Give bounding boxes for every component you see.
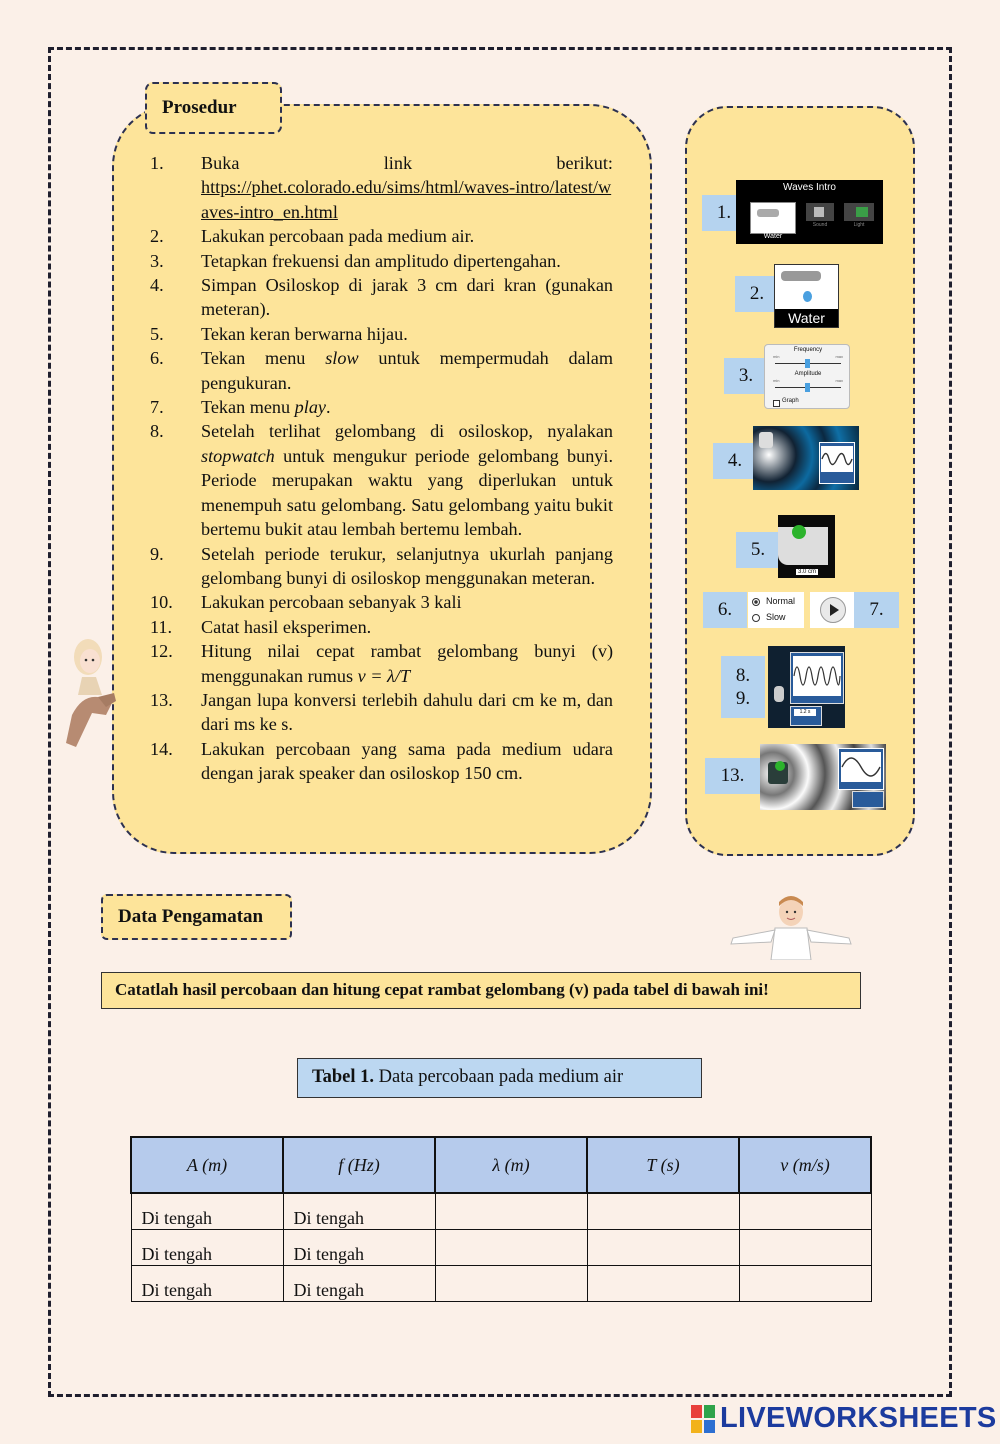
girl-illustration: [62, 635, 118, 750]
faucet-icon: [781, 271, 821, 281]
normal-radio[interactable]: [752, 598, 760, 606]
step-14: 14. Lakukan percobaan yang sama pada medium udara dengan jarak speaker dan osiloskop 150 cm.: [150, 738, 613, 784]
label-4: 4.: [713, 443, 757, 479]
cell-period-input[interactable]: [587, 1193, 739, 1230]
water-tile[interactable]: [750, 202, 796, 234]
water-tile-label: Water: [763, 233, 783, 240]
table-row: [131, 1266, 871, 1302]
frequency-label: Frequency: [793, 347, 823, 353]
cell-velocity-input[interactable]: [739, 1266, 871, 1302]
phet-link[interactable]: https://phet.colorado.edu/sims/html/waves-intro/latest/waves-intro_en.html: [201, 177, 612, 222]
speed-selector: [748, 592, 804, 628]
step-5: 5. Tekan keran berwarna hijau.: [150, 323, 408, 344]
step-7: 7. Tekan menu play.: [150, 397, 331, 418]
header-amplitude: A (m): [131, 1137, 283, 1193]
step-8: 8. Setelah terlihat gelombang di osiloskop, nyalakan stopwatch untuk mengukur periode gelombang bunyi. Periode merupakan waktu yang diperlukan untuk menempuh satu gelombang. Satu gelombang yaitu bukit bertemu bukit atau lembah bertemu lembah.: [150, 421, 613, 540]
cell-wavelength-input[interactable]: [435, 1230, 587, 1266]
cell-period-input[interactable]: [587, 1230, 739, 1266]
step-11: 11. Catat hasil eksperimen.: [150, 616, 372, 637]
graph-label: Graph: [782, 398, 799, 404]
stopwatch-readout: 1.2 s: [794, 709, 816, 716]
waves-intro-title: Waves Intro: [783, 182, 836, 193]
step-10: 10. Lakukan percobaan sebanyak 3 kali: [150, 592, 462, 613]
amplitude-min-label: min: [773, 378, 780, 383]
label-1: 1.: [702, 195, 746, 231]
sound-tile-label: Sound: [812, 222, 828, 228]
stopwatch-box[interactable]: [852, 791, 884, 808]
amplitude-label: Amplitude: [794, 371, 822, 377]
liveworksheets-logo-icon: [691, 1404, 717, 1436]
faucet-icon: [757, 209, 779, 217]
header-wavelength: λ (m): [435, 1137, 587, 1193]
frequency-amplitude-panel: [764, 344, 850, 409]
table-row: [131, 1193, 871, 1230]
light-tile-label: Light: [853, 222, 865, 228]
header-velocity: v (m/s): [739, 1137, 871, 1193]
liveworksheets-brand[interactable]: LIVEWORKSHEETS: [720, 1402, 997, 1434]
frequency-min-label: min: [773, 354, 780, 359]
wave-trace-icon: [841, 752, 881, 782]
stopwatch-box[interactable]: [790, 706, 822, 726]
label-8-9: [721, 656, 765, 718]
distance-readout: 3.0 cm: [798, 569, 817, 575]
oscilloscope-box: [838, 748, 884, 790]
table-header-row: [131, 1137, 871, 1193]
cell-frequency: Di tengah: [283, 1266, 435, 1302]
cell-period-input[interactable]: [587, 1266, 739, 1302]
amplitude-thumb[interactable]: [805, 383, 810, 392]
water-waves-screen: [753, 426, 859, 490]
label-13: 13.: [705, 758, 760, 794]
faucet-distance-screen: [778, 515, 835, 578]
label-6: 6.: [703, 592, 747, 628]
step-1: 1. Buka link berikut: https://phet.colorado.edu/sims/html/waves-intro/latest/waves-intro_en.html: [150, 151, 613, 224]
faucet-icon: [759, 432, 773, 448]
header-frequency: f (Hz): [283, 1137, 435, 1193]
cell-frequency: Di tengah: [283, 1193, 435, 1230]
label-3: 3.: [724, 358, 768, 394]
frequency-thumb[interactable]: [805, 359, 810, 368]
step-2: 2. Lakukan percobaan pada medium air.: [150, 226, 475, 247]
table-row: [131, 1230, 871, 1266]
normal-label: Normal: [766, 596, 796, 606]
cell-wavelength-input[interactable]: [435, 1266, 587, 1302]
step-12: 12. Hitung nilai cepat rambat gelombang bunyi (v) menggunakan rumus v = λ/T: [150, 641, 613, 686]
procedure-steps: [150, 151, 613, 786]
light-tile[interactable]: [844, 203, 874, 221]
cell-frequency: Di tengah: [283, 1230, 435, 1266]
graph-checkbox[interactable]: [773, 400, 780, 407]
cell-velocity-input[interactable]: [739, 1193, 871, 1230]
green-speaker-button[interactable]: [775, 761, 785, 771]
label-9: 9.: [735, 688, 751, 709]
slow-radio[interactable]: [752, 614, 760, 622]
oscilloscope-box: [790, 652, 844, 704]
speaker-icon: [814, 207, 824, 217]
slow-label: Slow: [766, 612, 786, 622]
water-screen: [774, 264, 839, 328]
wave-trace-icon: [821, 446, 853, 472]
oscilloscope-box: [819, 442, 855, 484]
header-period: T (s): [587, 1137, 739, 1193]
cell-amplitude: Di tengah: [131, 1266, 283, 1302]
label-5: 5.: [736, 532, 780, 568]
drop-icon: [803, 291, 812, 302]
step-3: 3. Tetapkan frekuensi dan amplitudo dipertengahan.: [150, 250, 561, 271]
table-caption: Tabel 1. Data percobaan pada medium air: [297, 1058, 702, 1098]
measurement-screen: [768, 646, 845, 728]
step-13: 13. Jangan lupa konversi terlebih dahulu dari cm ke m, dan dari ms ke s.: [150, 689, 613, 735]
play-icon: [830, 604, 839, 616]
water-label: Water: [775, 309, 838, 327]
data-section-title: Data Pengamatan: [101, 894, 292, 940]
green-faucet-button[interactable]: [792, 525, 806, 539]
amplitude-max-label: max: [835, 378, 843, 383]
laser-icon: [856, 207, 868, 217]
air-waves-screen: [760, 744, 886, 810]
step-4: 4. Simpan Osiloskop di jarak 3 cm dari kran (gunakan meteran).: [150, 275, 613, 320]
sound-tile[interactable]: [806, 203, 834, 221]
data-table: [130, 1136, 872, 1302]
cell-velocity-input[interactable]: [739, 1230, 871, 1266]
play-panel: [810, 592, 854, 628]
wave-trace-icon: [793, 656, 841, 696]
procedure-title: Prosedur: [145, 82, 282, 134]
instruction-banner: Catatlah hasil percobaan dan hitung cepat rambat gelombang (v) pada tabel di bawah ini!: [101, 972, 861, 1009]
label-8: 8.: [735, 665, 751, 686]
label-7: 7.: [854, 592, 899, 628]
probe-icon: [774, 686, 784, 702]
boy-illustration: [727, 896, 855, 960]
waves-intro-screen: [736, 180, 883, 244]
cell-amplitude: Di tengah: [131, 1193, 283, 1230]
cell-wavelength-input[interactable]: [435, 1193, 587, 1230]
step-6: 6. Tekan menu slow untuk mempermudah dalam pengukuran.: [150, 348, 613, 393]
frequency-max-label: max: [835, 354, 843, 359]
label-2: 2.: [735, 276, 779, 312]
step-9: 9. Setelah periode terukur, selanjutnya ukurlah panjang gelombang bunyi di osiloskop menggunakan meteran.: [150, 543, 613, 588]
play-button[interactable]: [820, 597, 846, 623]
cell-amplitude: Di tengah: [131, 1230, 283, 1266]
